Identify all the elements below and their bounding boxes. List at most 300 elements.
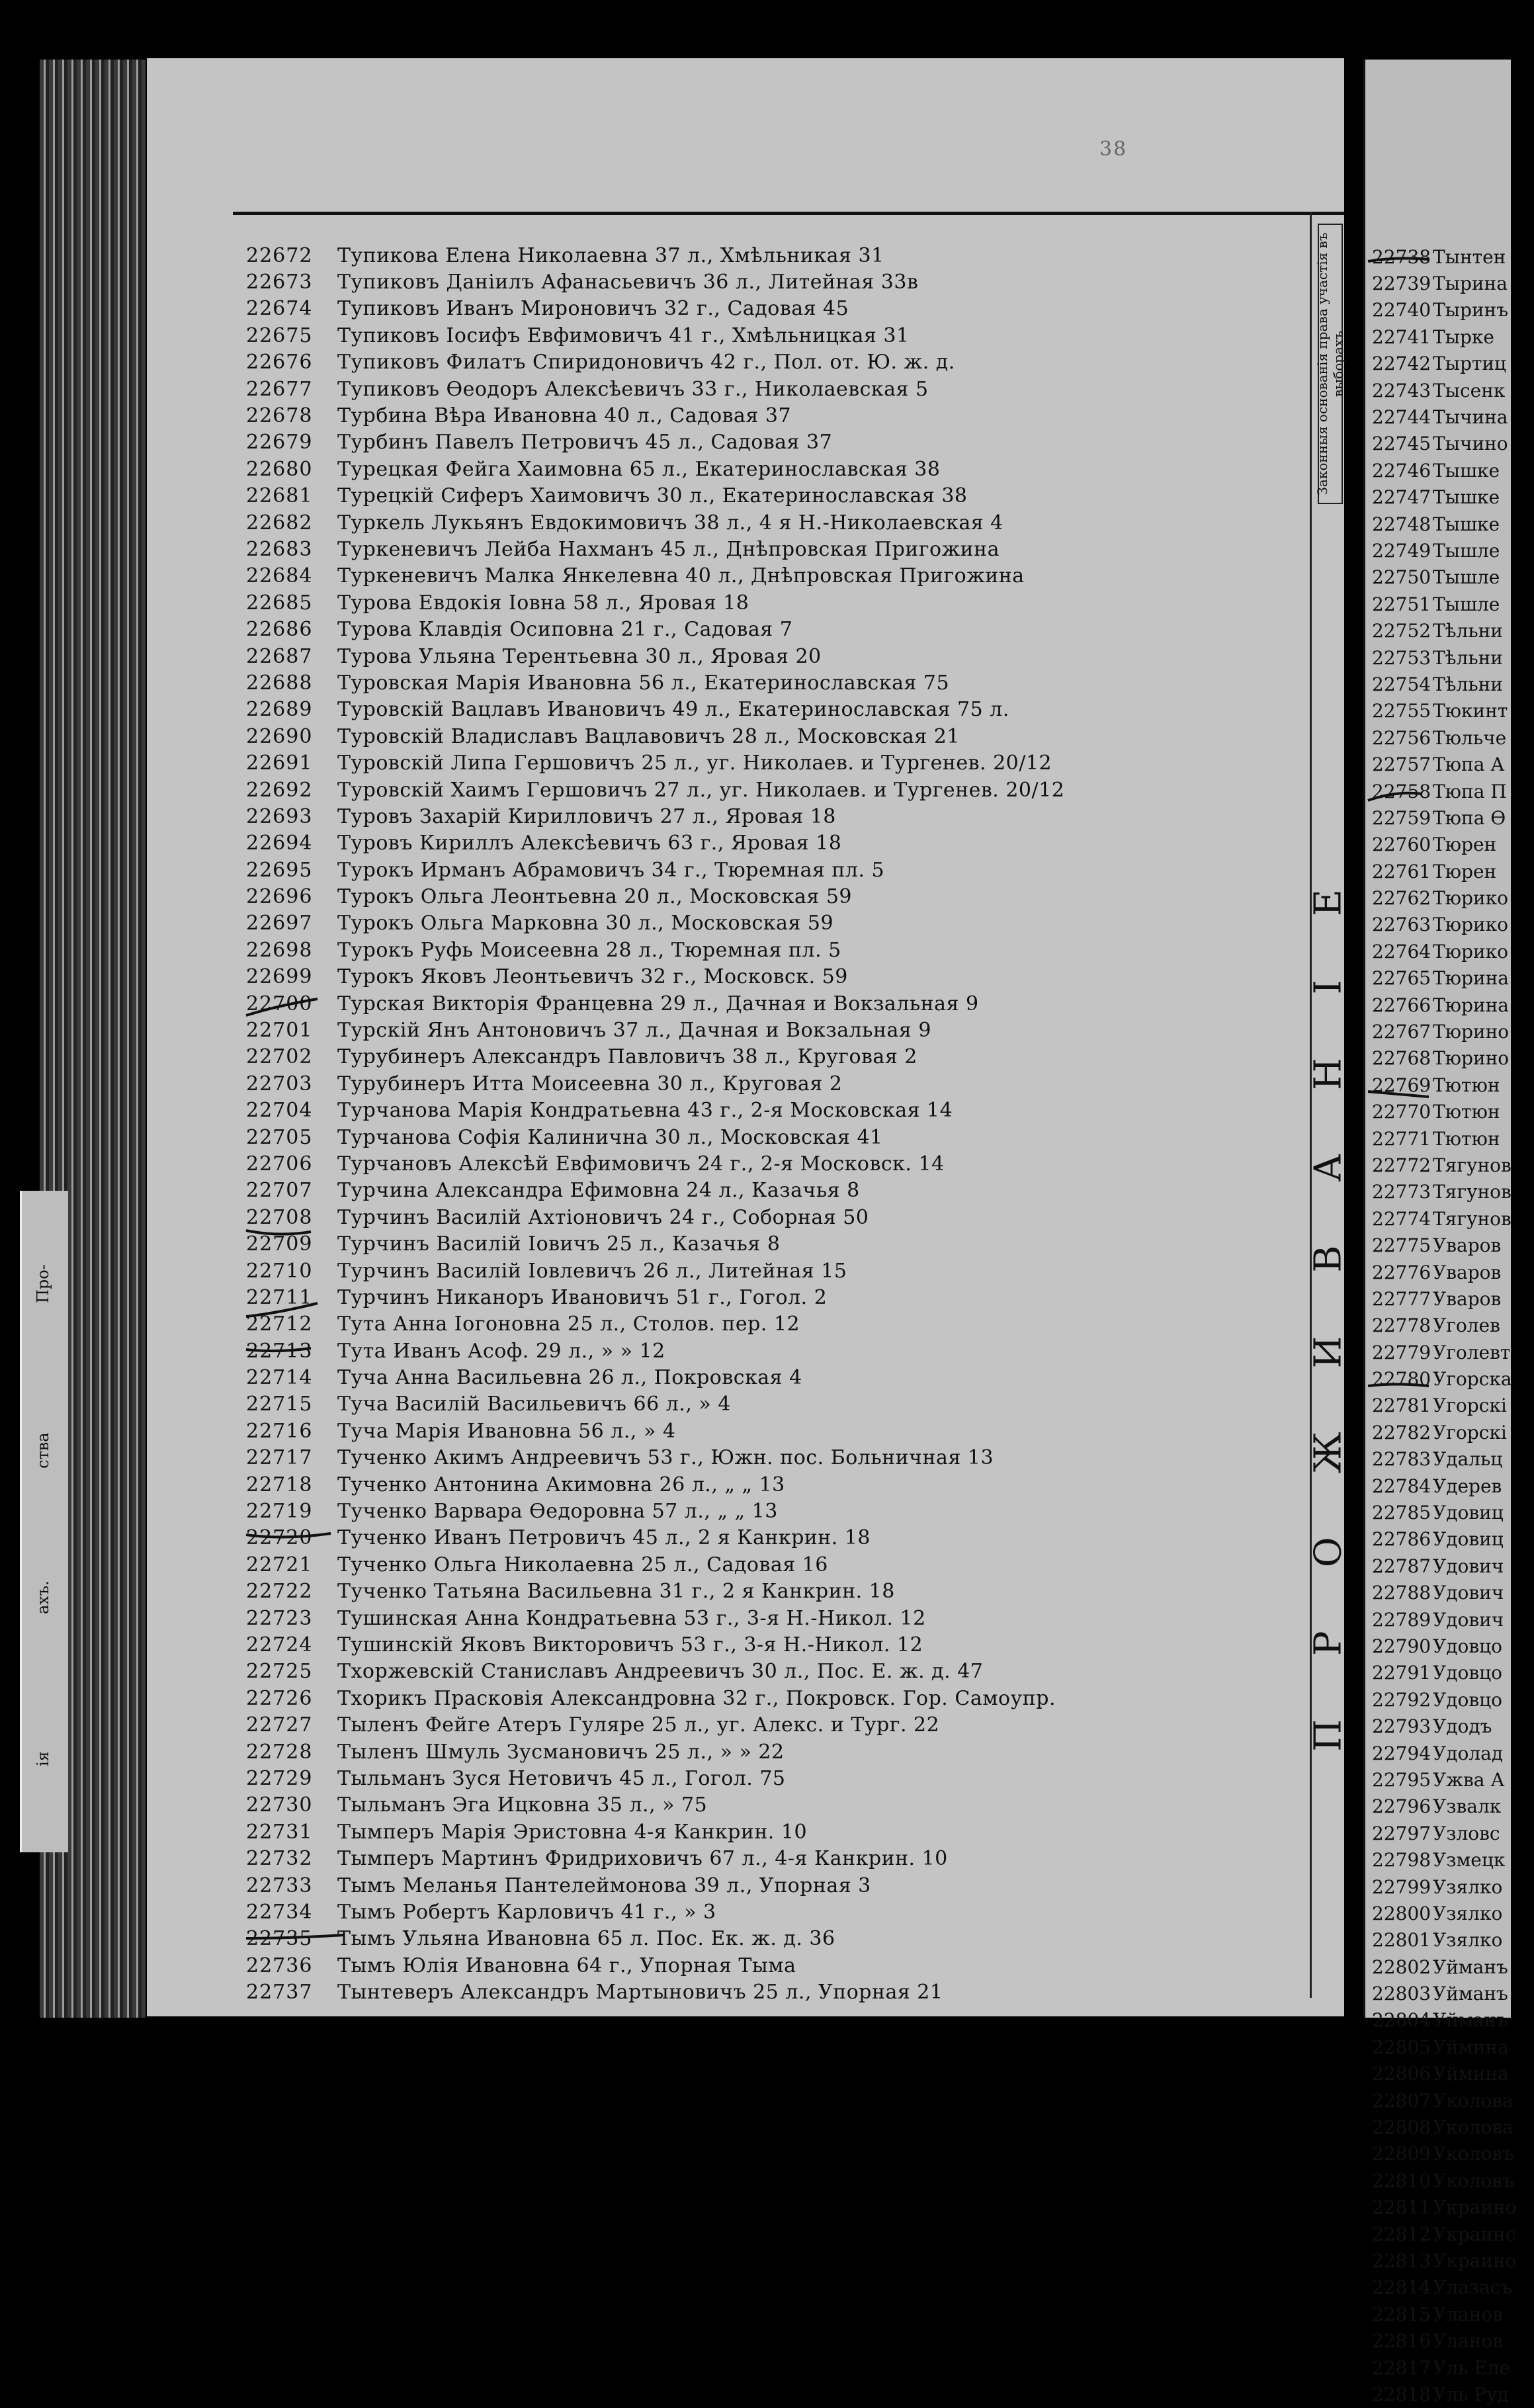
right-entry-number: 22791 — [1372, 1662, 1431, 1684]
entry-text: Турокъ Ирманъ Абрамовичъ 34 г., Тюремная пл. 5 — [337, 858, 885, 882]
entry-text: Турова Ульяна Терентьевна 30 л., Яровая 20 — [337, 644, 822, 668]
directory-entry — [246, 1525, 1278, 1551]
right-entry-text: Угорскі — [1433, 1421, 1507, 1443]
right-entry-text: Тышке — [1433, 486, 1500, 509]
right-entry — [1372, 2034, 1517, 2060]
entry-text: Туровъ Кириллъ Алексѣевичъ 63 г., Яровая 18 — [337, 832, 842, 855]
entry-number: 22714 — [246, 1366, 313, 1390]
right-entry-number: 22773 — [1372, 1181, 1431, 1203]
entry-text: Турчинъ Василій Іовичъ 25 л., Казачья 8 — [337, 1232, 781, 1256]
entry-text: Тыленъ Фейге Атеръ Гуляре 25 л., уг. Алекс. и Тург. 22 — [337, 1713, 940, 1737]
right-entry-text: Тюрен — [1433, 834, 1497, 856]
entry-text: Турецкая Фейга Хаимовна 65 л., Екатеринославская 38 — [337, 457, 941, 481]
edge-fragment: ія — [34, 1751, 52, 1766]
right-entry — [1372, 564, 1517, 591]
directory-entry — [246, 1284, 1278, 1311]
entry-number: 22696 — [246, 885, 313, 909]
directory-entry — [246, 536, 1278, 562]
directory-entry — [246, 1230, 1278, 1257]
entry-number: 22693 — [246, 804, 313, 828]
right-entry-text: Тюрина — [1433, 994, 1509, 1016]
directory-entry — [246, 697, 1278, 723]
right-entry — [1372, 2381, 1517, 2407]
right-entry-number: 22752 — [1372, 620, 1431, 642]
entry-text: Турская Викторія Францевна 29 л., Дачная и Вокзальная 9 — [337, 992, 979, 1015]
directory-entry — [246, 1178, 1278, 1204]
directory-entry — [246, 1952, 1278, 1979]
entry-number: 22702 — [246, 1045, 313, 1069]
entry-text: Турова Евдокія Іовна 58 л., Яровая 18 — [337, 591, 749, 615]
entry-number: 22678 — [246, 404, 313, 428]
directory-entry — [246, 830, 1278, 857]
right-entry-number: 22746 — [1372, 459, 1431, 482]
right-entry — [1372, 644, 1517, 671]
directory-entry — [246, 1578, 1278, 1605]
right-entry — [1372, 511, 1517, 537]
right-entry-number: 22778 — [1372, 1314, 1431, 1337]
entry-text: Тученко Иванъ Петровичъ 45 л., 2 я Канкрин. 18 — [337, 1526, 871, 1550]
entry-text: Туровскій Хаимъ Гершовичъ 27 л., уг. Николаев. и Тургенев. 20/12 — [337, 778, 1065, 802]
directory-entry — [246, 964, 1278, 990]
entry-text: Турубинеръ Александръ Павловичъ 38 л., Круговая 2 — [337, 1045, 917, 1069]
right-entry-text: Украино — [1433, 2196, 1517, 2219]
directory-entry — [246, 589, 1278, 616]
right-entry-text: Уланов — [1433, 2330, 1503, 2352]
entry-text: Туча Марія Ивановна 56 л., » 4 — [337, 1419, 676, 1443]
directory-entry — [246, 1872, 1278, 1899]
directory-entry — [246, 1631, 1278, 1658]
right-entry — [1372, 1713, 1517, 1739]
entry-text: Тымперъ Мартинъ Фридриховичъ 67 л., 4-я Канкрин. 10 — [337, 1847, 948, 1871]
entry-number: 22709 — [246, 1232, 313, 1256]
directory-entry — [246, 402, 1278, 429]
directory-entry — [246, 1471, 1278, 1498]
right-entry-number: 22761 — [1372, 860, 1431, 882]
directory-entry — [246, 750, 1278, 776]
entry-text: Турбина Вѣра Ивановна 40 л., Садовая 37 — [337, 404, 792, 428]
right-entry-text: Удолад — [1433, 1742, 1504, 1764]
entry-number: 22708 — [246, 1205, 313, 1229]
directory-entry — [246, 1658, 1278, 1685]
right-entry — [1372, 404, 1517, 430]
entry-text: Туровская Марія Ивановна 56 л., Екатеринославская 75 — [337, 671, 950, 695]
right-entry — [1372, 1900, 1517, 1926]
right-entry — [1372, 270, 1517, 296]
entry-text: Тута Иванъ Асоф. 29 л., » » 12 — [337, 1339, 665, 1363]
right-entry-number: 22775 — [1372, 1234, 1431, 1257]
right-entry-number: 22738 — [1372, 245, 1431, 268]
right-entry-number: 22763 — [1372, 914, 1431, 936]
directory-entry — [246, 1445, 1278, 1471]
right-entry — [1372, 1526, 1517, 1553]
entry-text: Туркель Лукьянъ Евдокимовичъ 38 л., 4 я Н.-Николаевская 4 — [337, 511, 1003, 535]
directory-entry — [246, 1685, 1278, 1711]
entry-text: Тымъ Робертъ Карловичъ 41 г., » 3 — [337, 1900, 716, 1924]
entry-text: Тупиковъ Іосифъ Евфимовичъ 41 г., Хмѣльницкая 31 — [337, 323, 910, 347]
right-entry-number: 22757 — [1372, 753, 1431, 776]
right-entry — [1372, 617, 1517, 644]
entry-text: Тупикова Елена Николаевна 37 л., Хмѣльникая 31 — [337, 243, 884, 267]
right-entry-number: 22805 — [1372, 2036, 1431, 2058]
right-entry-text: Тюрино — [1433, 1021, 1510, 1043]
right-entry-text: Тягунов — [1433, 1207, 1512, 1230]
entry-list — [246, 242, 1278, 2006]
right-entry-text: Тычина — [1433, 406, 1508, 429]
right-entry — [1372, 1499, 1517, 1526]
directory-entry — [246, 777, 1278, 803]
directory-entry — [246, 1739, 1278, 1765]
right-entry — [1372, 832, 1517, 858]
entry-number: 22724 — [246, 1633, 313, 1656]
right-entry-number: 22816 — [1372, 2330, 1431, 2352]
right-entry-text: Тырке — [1433, 325, 1494, 348]
right-entry-text: Удовцо — [1433, 1662, 1502, 1684]
right-entry-text: Уланов — [1433, 2303, 1503, 2325]
right-entry-number: 22799 — [1372, 1875, 1431, 1898]
right-entry — [1372, 1660, 1517, 1686]
right-entry-number: 22774 — [1372, 1207, 1431, 1230]
right-entry-text: Тюпа П — [1433, 780, 1507, 802]
directory-entry — [246, 1498, 1278, 1524]
right-entry-text: Уйманъ — [1433, 2009, 1508, 2032]
entry-number: 22737 — [246, 1981, 313, 2004]
right-entry — [1372, 1446, 1517, 1473]
right-entry-text: Узялко — [1433, 1929, 1503, 1952]
right-entry — [1372, 724, 1517, 751]
entry-text: Турбинъ Павелъ Петровичъ 45 л., Садовая 37 — [337, 431, 833, 454]
right-entry-text: Узвалк — [1433, 1795, 1502, 1818]
entry-number: 22695 — [246, 858, 313, 882]
right-entry-list — [1372, 243, 1517, 2408]
right-entry — [1372, 431, 1517, 457]
right-entry-text: Тюкинт — [1433, 700, 1508, 722]
right-entry — [1372, 591, 1517, 617]
entry-text: Тушинскій Яковъ Викторовичъ 53 г., 3-я Н.-Никол. 12 — [337, 1633, 923, 1656]
entry-number: 22715 — [246, 1393, 313, 1416]
entry-number: 22697 — [246, 912, 313, 935]
entry-number: 22713 — [246, 1339, 313, 1363]
directory-entry — [246, 563, 1278, 589]
entry-number: 22725 — [246, 1660, 313, 1684]
right-entry — [1372, 484, 1517, 511]
entry-text: Туркеневичъ Малка Янкелевна 40 л., Днѣпровская Пригожина — [337, 564, 1025, 588]
right-entry — [1372, 297, 1517, 323]
right-entry-text: Тырина — [1433, 273, 1508, 295]
directory-entry — [246, 1044, 1278, 1070]
right-page-strip — [1363, 60, 1517, 2405]
entry-number: 22679 — [246, 431, 313, 454]
right-entry — [1372, 938, 1517, 965]
right-entry — [1372, 2061, 1517, 2087]
right-entry — [1372, 457, 1517, 484]
right-entry-text: Тюпа Ѳ — [1433, 806, 1506, 829]
right-entry-number: 22817 — [1372, 2356, 1431, 2379]
entry-text: Тымъ Ульяна Ивановна 65 л. Пос. Ек. ж. д. 36 — [337, 1927, 835, 1951]
right-entry — [1372, 2221, 1517, 2247]
right-entry-number: 22803 — [1372, 1983, 1431, 2005]
entry-text: Туровскій Липа Гершовичъ 25 л., уг. Николаев. и Тургенев. 20/12 — [337, 752, 1052, 775]
entry-number: 22701 — [246, 1019, 313, 1043]
entry-text: Тыленъ Шмуль Зусмановичъ 25 л., » » 22 — [337, 1740, 785, 1764]
entry-text: Тученко Татьяна Васильевна 31 г., 2 я Канкрин. 18 — [337, 1580, 895, 1604]
right-entry-text: Тышке — [1433, 513, 1500, 535]
right-entry-text: Улазасъ — [1433, 2276, 1513, 2299]
right-entry — [1372, 1152, 1517, 1178]
right-entry-text: Уголев — [1433, 1314, 1500, 1337]
right-entry — [1372, 1846, 1517, 1873]
directory-entry — [246, 349, 1278, 376]
directory-entry — [246, 910, 1278, 937]
entry-text: Тхоржевскій Станиславъ Андреевичъ 30 л., Пос. Е. ж. д. 47 — [337, 1660, 984, 1684]
entry-number: 22675 — [246, 323, 313, 347]
right-entry — [1372, 1393, 1517, 1419]
directory-entry — [246, 1899, 1278, 1925]
right-entry — [1372, 1927, 1517, 1954]
entry-text: Тымперъ Марія Эристовна 4-я Канкрин. 10 — [337, 1820, 808, 1844]
right-entry-number: 22741 — [1372, 325, 1431, 348]
right-entry-text: Тѣльни — [1433, 646, 1503, 669]
entry-number: 22727 — [246, 1713, 313, 1737]
right-entry — [1372, 1820, 1517, 1846]
right-entry-text: Уймина — [1433, 2036, 1509, 2058]
directory-entry — [246, 1017, 1278, 1043]
entry-text: Туркеневичъ Лейба Нахманъ 45 л., Днѣпровская Пригожина — [337, 537, 1000, 561]
directory-entry — [246, 1364, 1278, 1391]
right-entry-text: Узялко — [1433, 1902, 1503, 1924]
right-entry-number: 22745 — [1372, 433, 1431, 455]
right-entry-number: 22784 — [1372, 1475, 1431, 1497]
entry-text: Тупиковъ Даніилъ Афанасьевичъ 36 л., Литейная 33в — [337, 271, 919, 294]
entry-number: 22699 — [246, 965, 313, 989]
right-entry-text: Тыринъ — [1433, 299, 1509, 322]
right-entry — [1372, 671, 1517, 697]
right-entry-number: 22740 — [1372, 299, 1431, 322]
right-entry — [1372, 2327, 1517, 2354]
right-entry-text: Угорска — [1433, 1368, 1512, 1391]
right-entry — [1372, 1873, 1517, 1900]
right-entry-text: Уль Руд — [1433, 2383, 1509, 2405]
entry-text: Турокъ Руфь Моисеевна 28 л., Тюремная пл. 5 — [337, 938, 841, 962]
right-entry — [1372, 1633, 1517, 1659]
right-entry-text: Узловс — [1433, 1822, 1500, 1844]
right-entry-number: 22743 — [1372, 379, 1431, 402]
entry-text: Тупиковъ Ѳеодоръ Алексѣевичъ 33 г., Николаевская 5 — [337, 377, 929, 401]
right-entry-number: 22793 — [1372, 1715, 1431, 1738]
entry-number: 22726 — [246, 1686, 313, 1710]
right-entry — [1372, 1179, 1517, 1205]
directory-entry — [246, 509, 1278, 536]
entry-text: Тупиковъ Иванъ Мироновичъ 32 г., Садовая 45 — [337, 297, 849, 321]
entry-number: 22672 — [246, 243, 313, 267]
right-entry-number: 22750 — [1372, 566, 1431, 589]
right-entry-number: 22782 — [1372, 1421, 1431, 1443]
page-number: 38 — [1099, 138, 1128, 161]
entry-number: 22721 — [246, 1553, 313, 1576]
right-entry — [1372, 2274, 1517, 2301]
entry-text: Туровскій Вацлавъ Ивановичъ 49 л., Екатеринославская 75 л. — [337, 698, 1009, 722]
right-entry-text: Удодъ — [1433, 1715, 1492, 1738]
entry-number: 22706 — [246, 1152, 313, 1176]
entry-number: 22686 — [246, 618, 313, 642]
right-entry-number: 22767 — [1372, 1021, 1431, 1043]
right-entry-number: 22754 — [1372, 673, 1431, 695]
right-entry-number: 22764 — [1372, 940, 1431, 963]
right-entry-text: Тышле — [1433, 593, 1500, 615]
right-entry — [1372, 992, 1517, 1018]
entry-text: Туровскій Владиславъ Вацлавовичъ 28 л., Московская 21 — [337, 724, 960, 748]
entry-text: Турчановъ Алексѣй Евфимовичъ 24 г., 2-я Московск. 14 — [337, 1152, 945, 1176]
entry-number: 22736 — [246, 1954, 313, 1977]
right-entry-number: 22818 — [1372, 2383, 1431, 2405]
entry-text: Тымъ Меланья Пантелеймонова 39 л., Упорная 3 — [337, 1873, 871, 1897]
right-entry — [1372, 912, 1517, 938]
right-entry-text: Уваров — [1433, 1287, 1502, 1310]
directory-entry — [246, 1418, 1278, 1444]
entry-text: Турчинъ Василій Іовлевичъ 26 л., Литейная 15 — [337, 1259, 847, 1283]
right-entry-number: 22744 — [1372, 406, 1431, 429]
right-entry-number: 22780 — [1372, 1368, 1431, 1391]
directory-page — [147, 58, 1350, 2016]
entry-number: 22691 — [246, 752, 313, 775]
right-entry-number: 22772 — [1372, 1154, 1431, 1176]
right-entry-number: 22785 — [1372, 1502, 1431, 1524]
directory-entry — [246, 376, 1278, 402]
directory-entry — [246, 296, 1278, 322]
right-entry-text: Тютюн — [1433, 1101, 1500, 1123]
entry-number: 22676 — [246, 351, 313, 374]
right-entry-text: Уймина — [1433, 2063, 1509, 2085]
directory-entry — [246, 1150, 1278, 1177]
right-entry-number: 22776 — [1372, 1261, 1431, 1283]
entry-number: 22712 — [246, 1312, 313, 1336]
right-entry — [1372, 2354, 1517, 2381]
right-entry-text: Уголевт — [1433, 1341, 1511, 1363]
right-entry-number: 22739 — [1372, 273, 1431, 295]
entry-number: 22716 — [246, 1419, 313, 1443]
entry-number: 22705 — [246, 1125, 313, 1149]
right-entry-number: 22806 — [1372, 2063, 1431, 2085]
right-entry-number: 22801 — [1372, 1929, 1431, 1952]
right-entry — [1372, 884, 1517, 911]
right-entry — [1372, 1205, 1517, 1232]
right-entry-number: 22756 — [1372, 726, 1431, 749]
right-entry-text: Удальц — [1433, 1448, 1503, 1471]
entry-number: 22728 — [246, 1740, 313, 1764]
right-entry-number: 22755 — [1372, 700, 1431, 722]
right-entry-text: Тѣльни — [1433, 620, 1503, 642]
right-entry — [1372, 1125, 1517, 1152]
right-entry-text: Ужва А — [1433, 1768, 1505, 1791]
right-entry — [1372, 2114, 1517, 2140]
right-entry-number: 22759 — [1372, 806, 1431, 829]
entry-text: Турчинъ Никаноръ Ивановичъ 51 г., Гогол. 2 — [337, 1285, 828, 1309]
right-entry-text: Удовиц — [1433, 1502, 1504, 1524]
right-entry-text: Тюрина — [1433, 967, 1509, 990]
right-entry-number: 22802 — [1372, 1956, 1431, 1978]
right-entry-text: Тюльче — [1433, 726, 1507, 749]
entry-number: 22684 — [246, 564, 313, 588]
right-entry — [1372, 1580, 1517, 1606]
right-entry — [1372, 243, 1517, 270]
entry-text: Туча Анна Васильевна 26 л., Покровская 4 — [337, 1366, 802, 1390]
right-entry — [1372, 2167, 1517, 2194]
right-entry — [1372, 1232, 1517, 1258]
right-entry-number: 22762 — [1372, 887, 1431, 910]
right-entry-text: Угорскі — [1433, 1395, 1507, 1417]
right-entry-text: Тышке — [1433, 459, 1500, 482]
entry-number: 22692 — [246, 778, 313, 802]
right-entry-text: Тышле — [1433, 566, 1500, 589]
right-entry-text: Украинс — [1433, 2223, 1516, 2245]
entry-text: Тыльманъ Зуся Нетовичъ 45 л., Гогол. 75 — [337, 1766, 786, 1790]
right-entry — [1372, 2301, 1517, 2327]
right-entry — [1372, 751, 1517, 777]
entry-text: Тученко Антонина Акимовна 26 л., „ „ 13 — [337, 1473, 785, 1496]
right-entry-text: Удовиц — [1433, 1528, 1504, 1551]
right-entry-text: Уколовъ — [1433, 2169, 1514, 2192]
right-entry-number: 22810 — [1372, 2169, 1431, 2192]
right-entry-number: 22814 — [1372, 2276, 1431, 2299]
right-entry-text: Уйманъ — [1433, 1956, 1508, 1978]
entry-number: 22733 — [246, 1873, 313, 1897]
right-entry — [1372, 1553, 1517, 1579]
right-entry-text: Узмецк — [1433, 1849, 1506, 1871]
entry-number: 22673 — [246, 271, 313, 294]
directory-entry — [246, 1551, 1278, 1578]
entry-text: Турчина Александра Ефимовна 24 л., Казачья 8 — [337, 1179, 860, 1203]
right-entry-number: 22765 — [1372, 967, 1431, 990]
right-entry-number: 22795 — [1372, 1768, 1431, 1791]
right-entry-text: Тѣльни — [1433, 673, 1503, 695]
entry-number: 22711 — [246, 1285, 313, 1309]
entry-text: Тушинская Анна Кондратьевна 53 г., 3-я Н.-Никол. 12 — [337, 1606, 926, 1630]
entry-text: Турубинеръ Итта Моисеевна 30 л., Круговая 2 — [337, 1072, 843, 1096]
sidebar-title — [1306, 786, 1350, 1791]
edge-fragment: ахъ. — [34, 1580, 52, 1614]
entry-number: 22732 — [246, 1847, 313, 1871]
right-entry — [1372, 1072, 1517, 1098]
entry-number: 22723 — [246, 1606, 313, 1630]
right-entry — [1372, 351, 1517, 377]
directory-entry — [246, 1124, 1278, 1150]
right-entry — [1372, 2194, 1517, 2221]
directory-entry — [246, 1979, 1278, 2005]
right-entry-number: 22815 — [1372, 2303, 1431, 2325]
right-entry-text: Тюрино — [1433, 1047, 1510, 1070]
entry-text: Тученко Ольга Николаевна 25 л., Садовая 16 — [337, 1553, 828, 1576]
right-entry-number: 22809 — [1372, 2143, 1431, 2165]
right-entry-text: Тюпа А — [1433, 753, 1505, 776]
directory-entry — [246, 1258, 1278, 1284]
right-entry-text: Удович — [1433, 1582, 1504, 1604]
edge-fragment: Про- — [34, 1264, 52, 1303]
right-entry-text: Уль Еле — [1433, 2356, 1510, 2379]
right-entry-text: Тыртиц — [1433, 353, 1507, 375]
directory-entry — [246, 669, 1278, 696]
entry-text: Тученко Акимъ Андреевичъ 53 г., Южн. пос. Больничная 13 — [337, 1446, 994, 1470]
right-entry — [1372, 1766, 1517, 1793]
right-entry-text: Тынтен — [1433, 245, 1506, 268]
directory-entry — [246, 616, 1278, 642]
right-entry-number: 22792 — [1372, 1688, 1431, 1711]
directory-entry — [246, 1845, 1278, 1871]
directory-entry — [246, 1926, 1278, 1952]
right-entry-text: Тышле — [1433, 539, 1500, 562]
edge-fragment: ства — [34, 1432, 52, 1469]
directory-entry — [246, 1311, 1278, 1338]
entry-number: 22680 — [246, 457, 313, 481]
entry-number: 22730 — [246, 1793, 313, 1817]
